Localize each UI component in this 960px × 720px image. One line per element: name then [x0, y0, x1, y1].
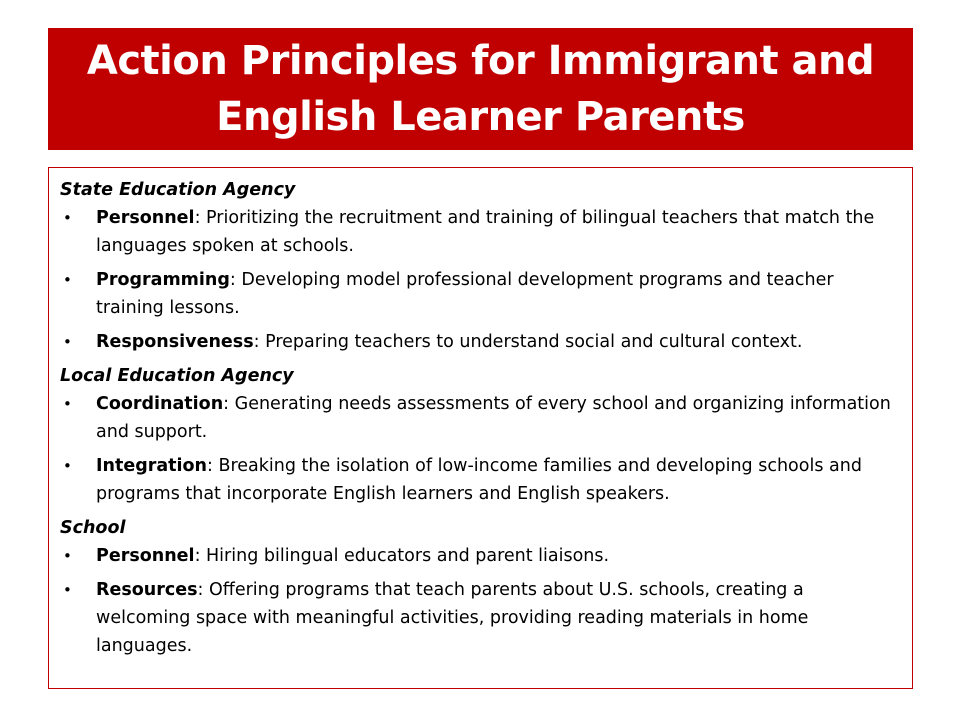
item-term: Integration — [96, 456, 208, 476]
bullet-icon: • — [63, 581, 72, 599]
section-heading-local: Local Education Agency — [60, 366, 294, 386]
bullet-icon: • — [63, 395, 72, 413]
item-term: Coordination — [96, 394, 224, 414]
bullet-icon: • — [63, 271, 72, 289]
title-banner — [48, 28, 913, 150]
bullet-icon: • — [63, 333, 72, 351]
item-term: Personnel — [96, 208, 195, 228]
item-text: : Hiring bilingual educators and parent liaisons. — [194, 546, 610, 566]
list-item — [60, 452, 902, 508]
list-item — [60, 576, 902, 660]
slide-title-line-1: Action Principles for Immigrant and — [86, 38, 875, 84]
item-text: : Developing model professional development programs and teacher training lessons. — [96, 270, 834, 318]
item-term: Personnel — [96, 546, 195, 566]
list-item — [60, 390, 902, 446]
section-heading-school: School — [60, 518, 126, 538]
bullet-icon: • — [63, 209, 72, 227]
content-box — [48, 167, 913, 689]
slide-title-line-2: English Learner Parents — [216, 94, 745, 140]
bullet-icon: • — [63, 547, 72, 565]
list-item — [60, 542, 902, 570]
item-text: : Generating needs assessments of every school and organizing information and support. — [96, 394, 891, 442]
item-text: : Offering programs that teach parents about U.S. schools, creating a welcoming space with meaningful activities, providing reading materials in home languages. — [96, 580, 809, 656]
item-term: Responsiveness — [96, 332, 254, 352]
list-item — [60, 266, 902, 322]
local-bullet-list — [60, 390, 902, 508]
item-text: : Prioritizing the recruitment and training of bilingual teachers that match the languages spoken at schools. — [96, 208, 875, 256]
list-item — [60, 328, 902, 356]
bullet-icon: • — [63, 457, 72, 475]
item-term: Programming — [96, 270, 230, 290]
item-term: Resources — [96, 580, 198, 600]
slide-title — [87, 33, 874, 145]
state-bullet-list — [60, 204, 902, 356]
list-item — [60, 204, 902, 260]
item-text: : Preparing teachers to understand social and cultural context. — [253, 332, 803, 352]
section-heading-state: State Education Agency — [60, 180, 296, 200]
school-bullet-list — [60, 542, 902, 660]
item-text: : Breaking the isolation of low-income families and developing schools and programs that incorporate English learners and English speakers. — [96, 456, 862, 504]
